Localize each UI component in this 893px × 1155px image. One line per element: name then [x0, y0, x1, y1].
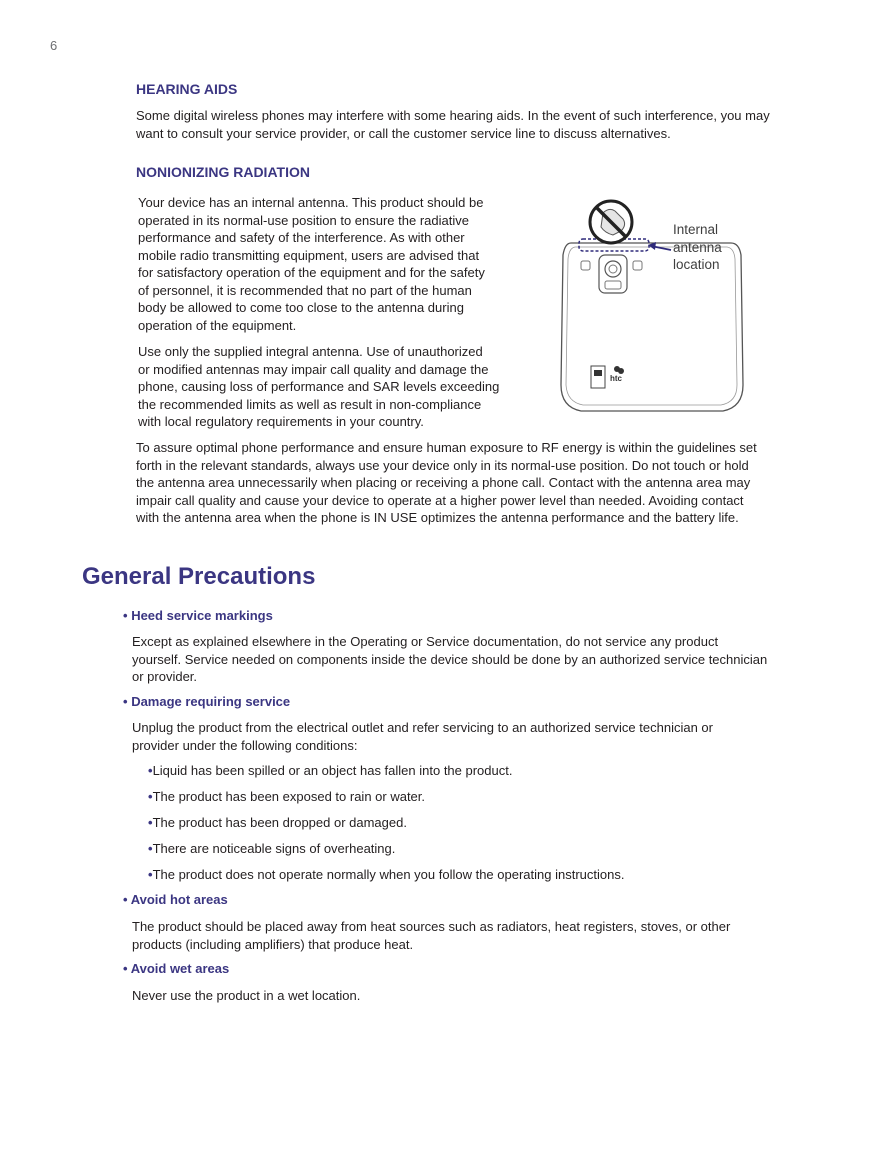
- text-line: want to consult your service provider, or call the customer service line to discuss alternatives.: [136, 125, 671, 141]
- text-line: Never use the product in a wet location.: [132, 988, 361, 1003]
- callout-line: location: [673, 257, 720, 272]
- bullet-title: Avoid wet areas: [130, 961, 230, 976]
- text-line: Except as explained elsewhere in the Operating or Service documentation, do not service any product: [132, 634, 719, 649]
- text-line: the recommended limits as well as result in non-compliance: [138, 396, 482, 412]
- text-line: of personnel, it is recommended that no part of the human: [138, 282, 472, 298]
- nonionizing-heading: NONIONIZING RADIATION: [136, 164, 310, 180]
- text-line: or modified antennas may impair call quality and damage the: [138, 361, 489, 377]
- avoid-wet-heading: [123, 961, 229, 976]
- bullet-title: Avoid hot areas: [130, 892, 228, 907]
- text-line: operation of the equipment.: [138, 317, 297, 333]
- hearing-aids-heading: HEARING AIDS: [136, 81, 238, 97]
- avoid-hot-heading: [123, 892, 228, 907]
- text-line: with the antenna area when the phone is IN USE optimizes the antenna performance and the battery life.: [136, 510, 739, 525]
- condition-text: The product has been exposed to rain or water.: [152, 789, 426, 804]
- text-line: for satisfactory operation of the equipment and for the safety: [138, 265, 485, 280]
- text-line: phone, causing loss of performance and SAR levels exceeding: [138, 379, 500, 394]
- condition-text: The product has been dropped or damaged.: [152, 815, 407, 830]
- condition-item: [148, 867, 624, 882]
- text-line: Some digital wireless phones may interfere with some hearing aids. In the event of such interference, you may: [136, 108, 770, 123]
- text-line: products (including amplifiers) that produce heat.: [132, 936, 414, 952]
- brand-logo: htc: [610, 374, 622, 383]
- text-line: forth in the relevant standards, always use your device only in its normal-use position. Do not touch or hold: [136, 457, 749, 473]
- text-line: Your device has an internal antenna. This product should be: [138, 195, 484, 210]
- callout-line: Internal: [673, 222, 719, 237]
- bullet: •: [148, 867, 153, 882]
- condition-item: [148, 789, 425, 804]
- text-line: Unplug the product from the electrical outlet and refer servicing to an authorized service technician or: [132, 720, 713, 735]
- windows-badge-mark: [594, 370, 602, 376]
- text-line: yourself. Service needed on components inside the device should be done by an authorized service technician: [132, 651, 768, 667]
- bullet: •: [123, 694, 128, 709]
- text-line: The product should be placed away from heat sources such as radiators, heat registers, stoves, or other: [132, 919, 731, 934]
- callout-line: antenna: [673, 239, 722, 255]
- condition-text: Liquid has been spilled or an object has fallen into the product.: [152, 763, 513, 778]
- bullet: •: [148, 815, 153, 830]
- bullet: •: [123, 961, 128, 976]
- text-line: impair call quality and cause your device to operate at a higher power level than needed. Avoiding contact: [136, 492, 744, 508]
- damage-service-heading: [123, 694, 290, 709]
- general-precautions-heading: General Precautions: [82, 563, 316, 590]
- text-line: mobile radio transmitting equipment, users are advised that: [138, 247, 480, 263]
- condition-item: [148, 841, 395, 856]
- text-line: the antenna area unnecessarily when placing or receiving a phone call. Contact with the antenna area may: [136, 475, 751, 490]
- heed-service-text: [132, 633, 832, 686]
- antenna-paragraph-1: [138, 194, 528, 334]
- damage-service-text: [132, 719, 832, 754]
- text-line: Use only the supplied integral antenna. Use of unauthorized: [138, 344, 483, 359]
- antenna-paragraph-2: [138, 343, 538, 431]
- text-line: provider under the following conditions:: [132, 737, 358, 753]
- phone-back-illustration: [553, 195, 753, 420]
- text-line: with local regulatory requirements in your country.: [138, 414, 424, 429]
- bullet: •: [148, 789, 153, 804]
- condition-item: [148, 815, 407, 830]
- antenna-callout: [673, 221, 722, 274]
- text-line: To assure optimal phone performance and ensure human exposure to RF energy is within the guidelines set: [136, 440, 757, 455]
- bullet: •: [148, 763, 153, 778]
- antenna-paragraph-3: [136, 439, 836, 527]
- condition-text: There are noticeable signs of overheating.: [152, 841, 396, 856]
- windows-badge: [591, 366, 605, 388]
- bullet-title: Damage requiring service: [131, 694, 291, 709]
- text-line: performance and safety of the interference. As with other: [138, 230, 465, 245]
- text-line: operated in its normal-use position to ensure the radiative: [138, 212, 469, 228]
- hearing-aids-text: [136, 107, 816, 142]
- condition-item: [148, 763, 512, 778]
- bullet: •: [123, 892, 128, 907]
- text-line: body be allowed to come too close to the antenna during: [138, 300, 464, 315]
- avoid-wet-text: [132, 987, 832, 1005]
- page-number: 6: [50, 38, 58, 53]
- text-line: or provider.: [132, 669, 198, 684]
- bullet-title: Heed service markings: [131, 608, 273, 623]
- heed-service-heading: [123, 608, 273, 623]
- condition-text: The product does not operate normally when you follow the operating instructions.: [152, 867, 625, 882]
- bullet: •: [123, 608, 128, 623]
- avoid-hot-text: [132, 918, 832, 953]
- bullet: •: [148, 841, 153, 856]
